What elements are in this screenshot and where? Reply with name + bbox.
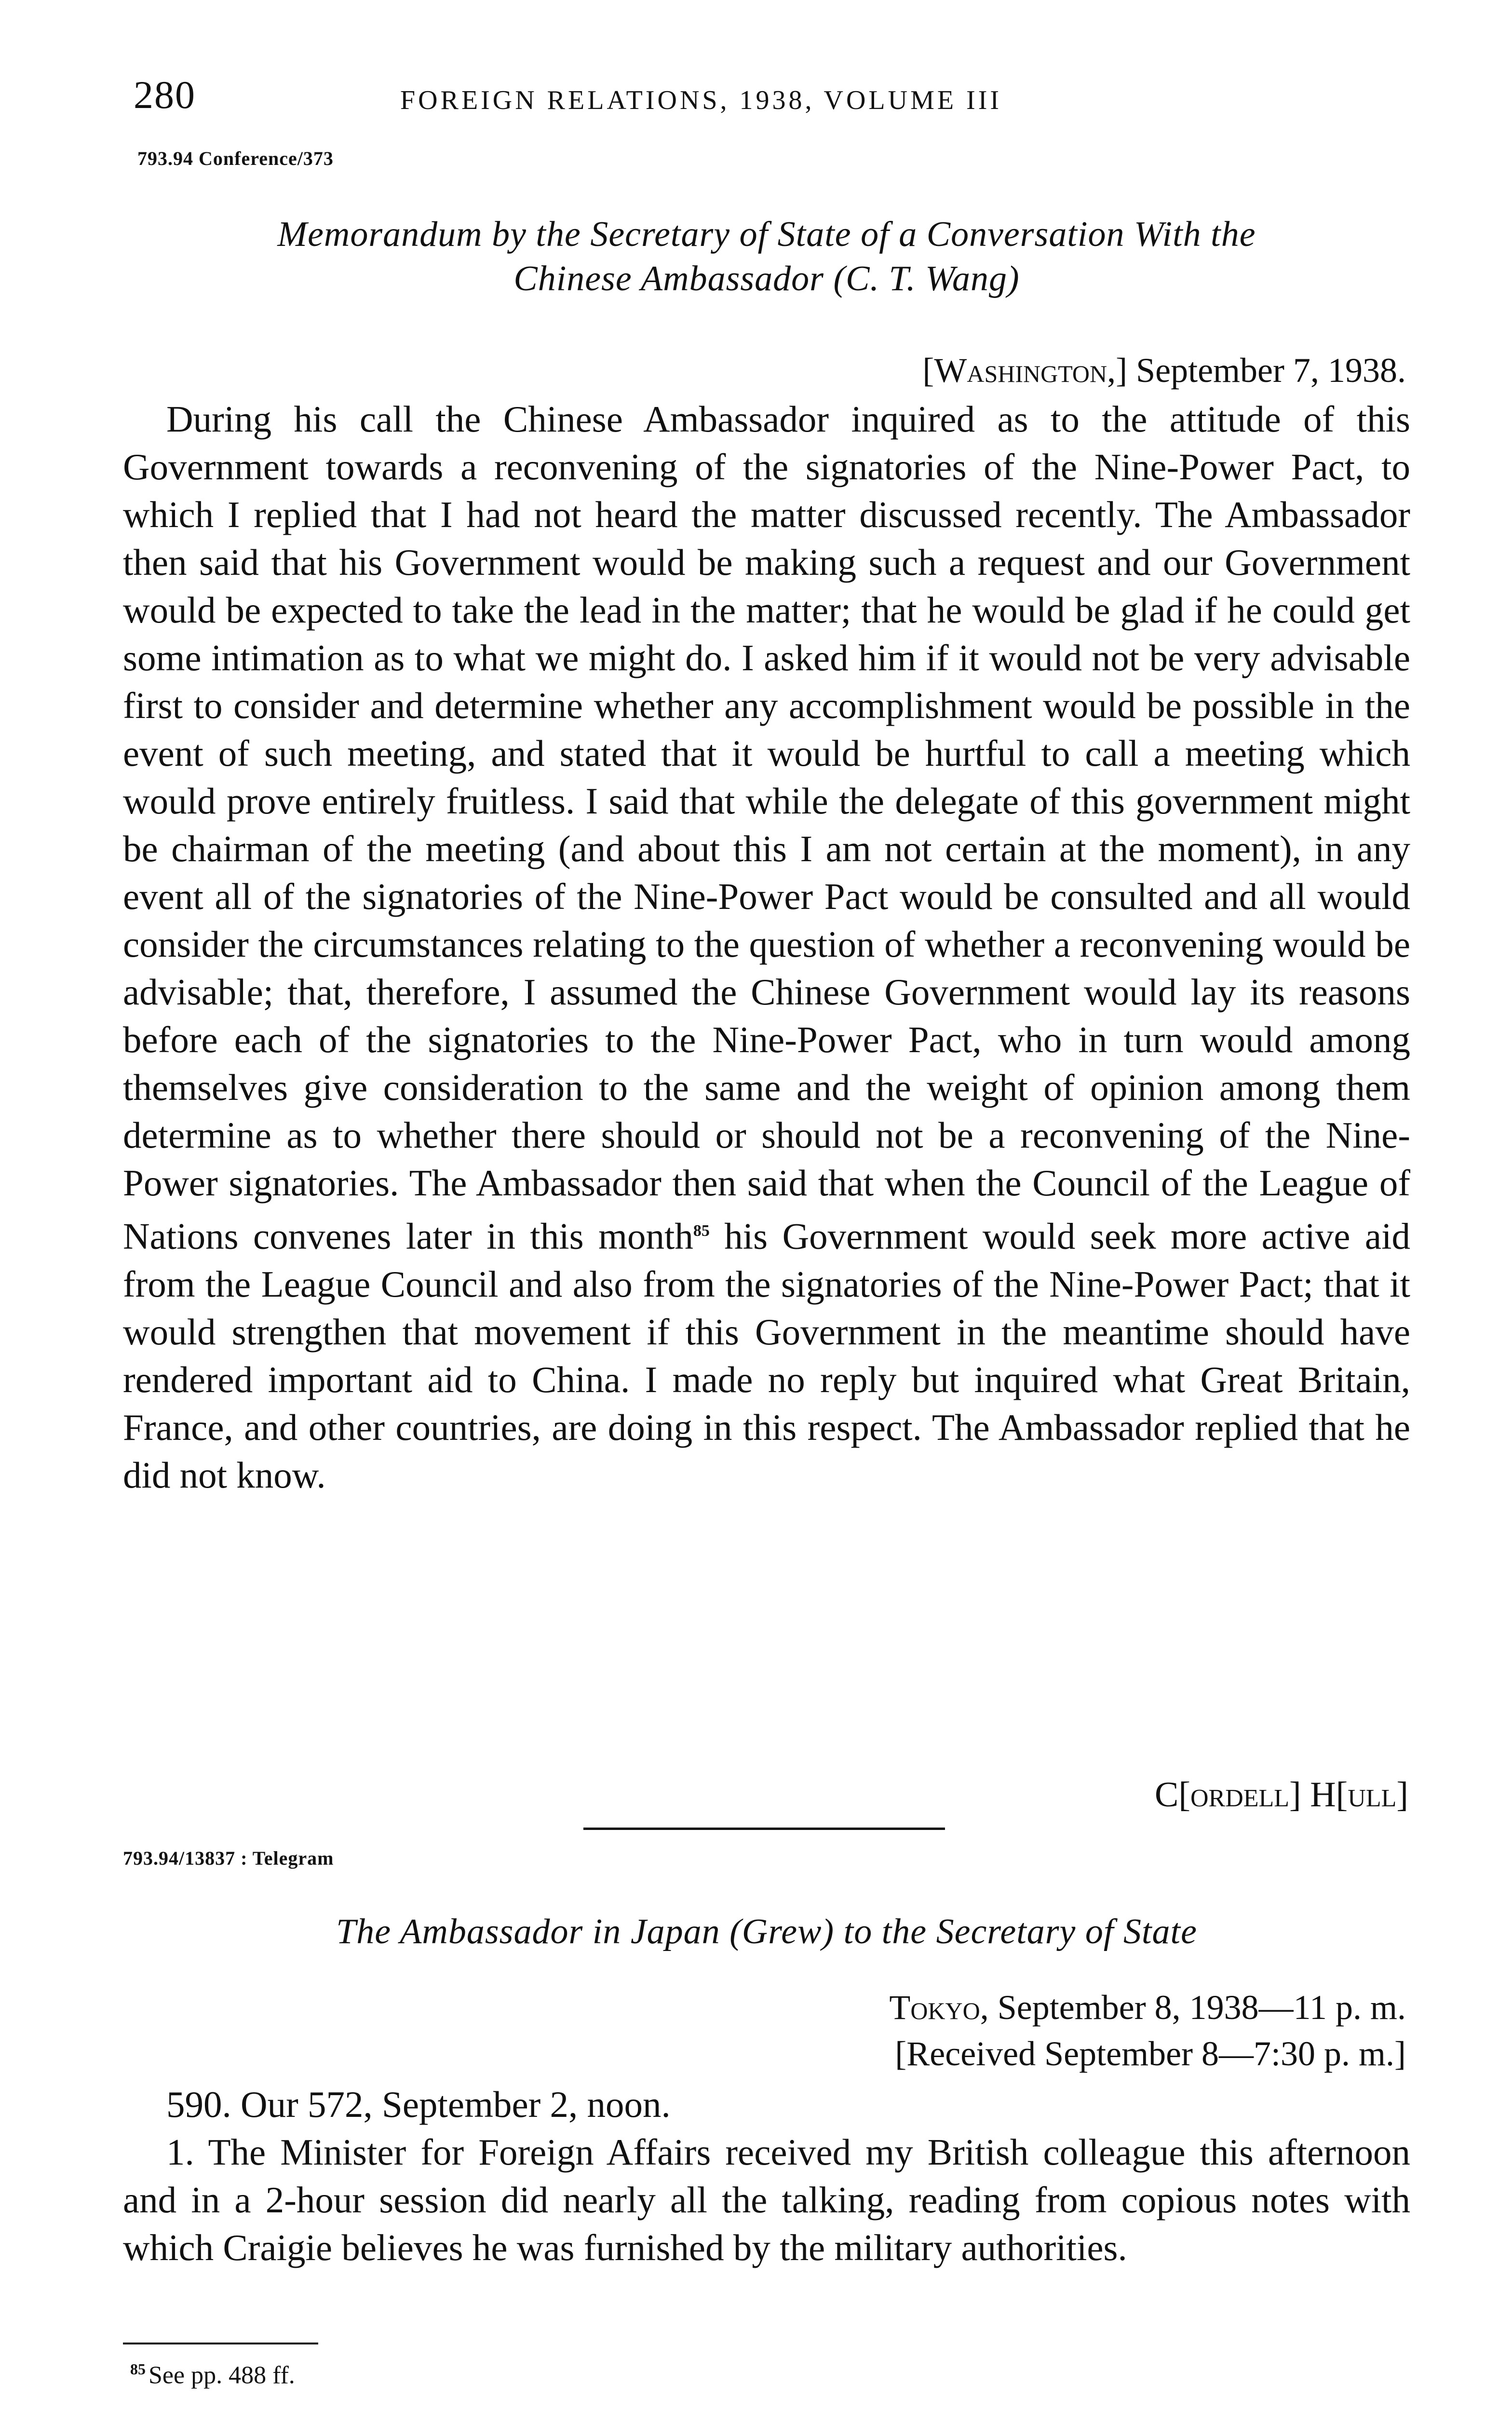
- running-title: FOREIGN RELATIONS, 1938, VOLUME III: [400, 85, 1002, 115]
- telegram-paragraph-2: 1. The Minister for Foreign Affairs received my British colleague this afternoon and in a 2-hour session did nearly all the talking, reading from copious notes with which Craigie believes he was furnished by the military authorities.: [123, 2131, 1410, 2268]
- signature: C[ordell] H[ull]: [1154, 1775, 1408, 1815]
- telegram-title: The Ambassador in Japan (Grew) to the Secretary of State: [336, 1912, 1197, 1951]
- memorandum-paragraph: [123, 395, 1410, 1499]
- dateline-date: September 7, 1938.: [1136, 351, 1406, 390]
- memorandum-title: [121, 212, 1413, 301]
- telegram-paragraph-1: 590. Our 572, September 2, noon.: [166, 2084, 671, 2125]
- section-separator: [583, 1828, 945, 1830]
- memorandum-text-part-1: During his call the Chinese Ambassador inquired as to the attitude of this Government towards a reconvening of the signatories of the Nine-Power Pact, to which I replied that I had not heard the matter discussed recently. The Ambassador then said that his Government would be making such a request and our Government would be expected to take the lead in the matter; that he would be glad if he could get some intimation as to what we might do. I asked him if it would not be very advisable first to consider and determine whether any accomplishment would be possible in the event of such meeting, and stated that it would be hurtful to call a meeting which would prove entirely fruitless. I said that while the delegate of this government might be chairman of the meeting (and about this I am not certain at the moment), in any event all of the signatories of the Nine-Power Pact would be consulted and all would consider the circumstances relating to the question of whether a reconvening would be advisable; that, therefore, I assumed the Chinese Government would lay its reasons before each of the signatories to the Nine-Power Pact, who in turn would among themselves give consideration to the same and the weight of opinion among them determine as to whether there should or should not be a reconvening of the Nine-Power signatories. The Ambassador then said that when the Council of the League of Nations convenes later in this month: [123, 398, 1410, 1257]
- footnote-rule: [123, 2343, 318, 2344]
- memorandum-title-line-2: Chinese Ambassador (C. T. Wang): [513, 259, 1020, 298]
- footnote-marker: 85: [130, 2360, 146, 2378]
- page-header: [123, 72, 1405, 130]
- telegram-dateline-date: September 8, 1938—11 p. m.: [997, 1988, 1406, 2027]
- footnote-reference: 85: [693, 1222, 710, 1240]
- telegram-received: [Received September 8—7:30 p. m.]: [895, 2034, 1406, 2073]
- telegram-dateline-place: Tokyo,: [889, 1988, 989, 2027]
- memorandum-body: [123, 395, 1410, 1499]
- memorandum-dateline: [922, 347, 1406, 393]
- dateline-place: [Washington,]: [922, 351, 1128, 390]
- page-number: 280: [134, 73, 196, 117]
- footnote-text: See pp. 488 ff.: [148, 2361, 295, 2389]
- file-reference-2: 793.94/13837 : Telegram: [123, 1847, 334, 1869]
- telegram-dateline: [889, 1984, 1406, 2077]
- telegram-body: [123, 2081, 1410, 2272]
- memorandum-text-part-2: his Government would seek more active aid from the League Council and also from the signatories of the Nine-Power Pact; that it would strengthen that movement if this Government in the meantime should have rendered important aid to China. I made no reply but inquired what Great Britain, France, and other countries, are doing in this respect. The Ambassador replied that he did not know.: [123, 1215, 1410, 1496]
- file-reference-1: 793.94 Conference/373: [137, 148, 334, 169]
- footnote: [130, 2360, 295, 2389]
- memorandum-title-line-1: Memorandum by the Secretary of State of a Conversation With the: [277, 215, 1256, 254]
